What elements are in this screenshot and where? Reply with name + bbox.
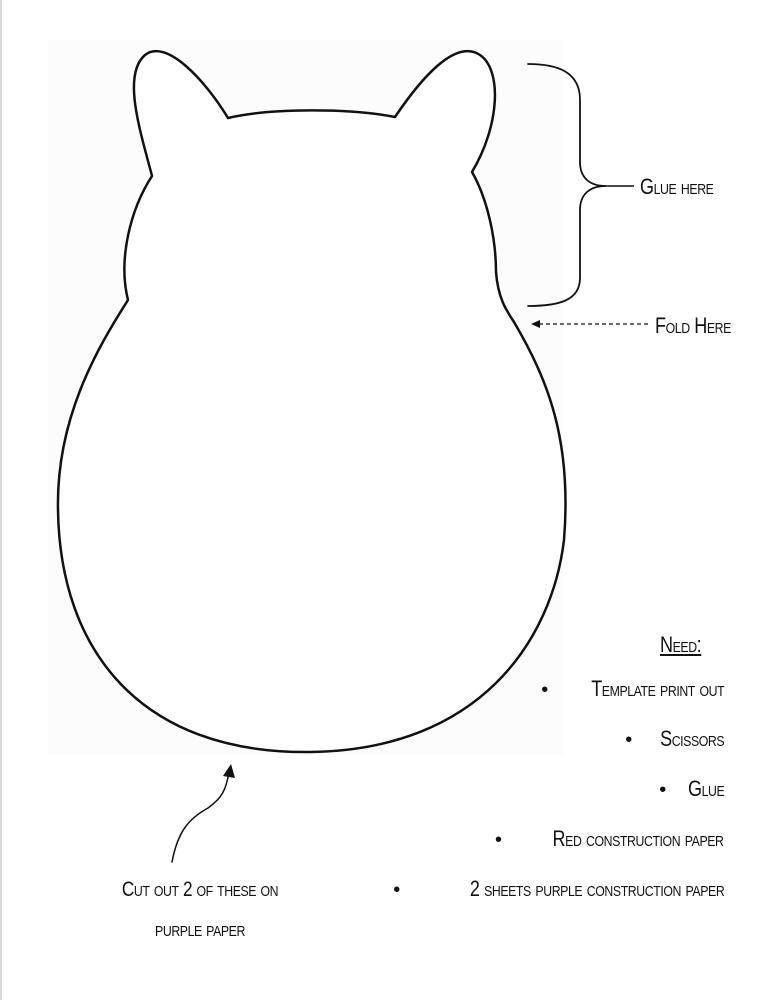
supply-item-label: Template print out: [590, 676, 724, 701]
supply-item: [393, 726, 724, 776]
fold-here-label: Fold Here: [655, 313, 731, 338]
bullet-icon: •: [541, 679, 548, 701]
bullet-icon: •: [494, 829, 502, 851]
supply-item-label: Scissors: [659, 726, 724, 751]
supply-item-label: 2 sheets purple construction paper: [469, 876, 724, 901]
fold-arrowhead-icon: [531, 320, 540, 328]
cut-out-instruction: Cut out 2 of these on purple paper: [121, 878, 279, 941]
supply-item: [393, 676, 724, 726]
need-heading: Need:: [660, 632, 702, 657]
cut-arrowhead-icon: [223, 764, 235, 778]
body-outline: [58, 51, 566, 752]
glue-brace-icon: [528, 64, 606, 306]
supply-item-label: Red construction paper: [553, 826, 724, 851]
glue-here-label: Glue here: [640, 174, 714, 199]
supply-item: [393, 776, 724, 826]
cut-arrow-icon: [172, 772, 229, 862]
supply-list: [393, 676, 724, 926]
bullet-icon: •: [393, 879, 400, 901]
supply-item-label: Glue: [687, 776, 724, 801]
bullet-icon: •: [659, 779, 666, 801]
bullet-icon: •: [625, 729, 632, 751]
supply-item: [393, 876, 724, 926]
supply-item: [393, 826, 724, 876]
